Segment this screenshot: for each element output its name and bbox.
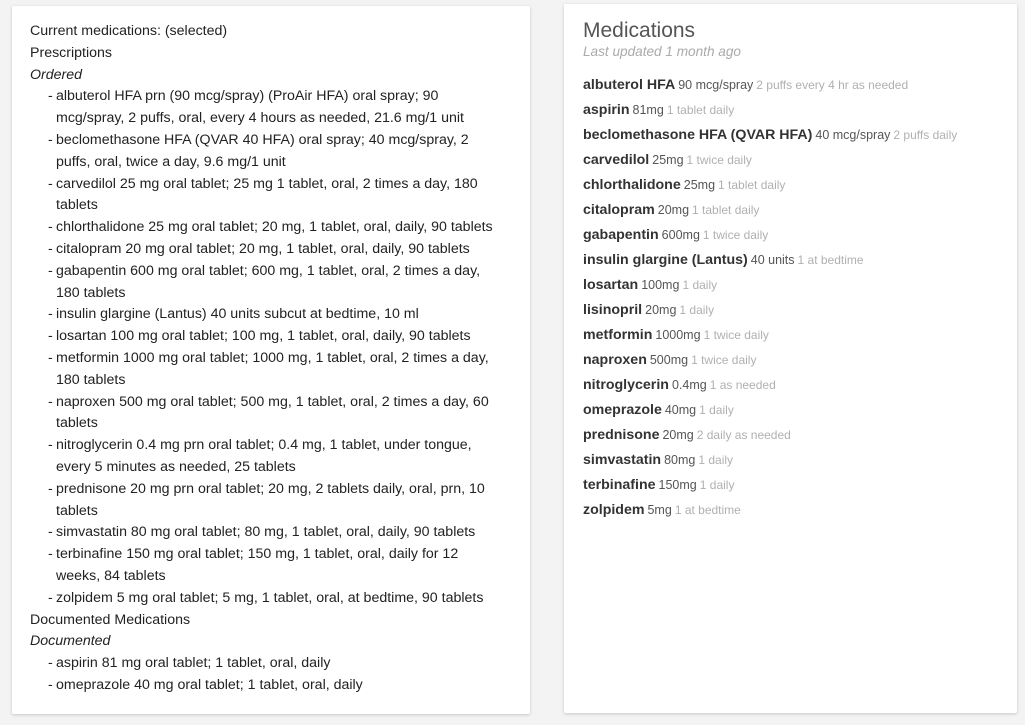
medication-summary-row[interactable] [583,472,998,497]
prescriptions-panel [12,6,530,714]
ordered-medication-list [30,86,512,609]
list-bullet: - [48,131,53,148]
medication-order-text: omeprazole 40 mg oral tablet; 1 tablet, oral, daily [56,676,363,693]
medication-list-item[interactable] [49,348,512,392]
medication-name: omeprazole [583,402,662,418]
medication-sig: 1 at bedtime [674,503,741,517]
medication-sig: 1 tablet daily [666,103,735,117]
medication-summary-row[interactable] [583,397,998,422]
medication-list-item[interactable] [49,392,512,436]
medication-name: beclomethasone HFA (QVAR HFA) [583,127,813,143]
medication-summary-row[interactable] [583,147,998,172]
medication-summary-row[interactable] [583,422,998,447]
list-bullet: - [48,676,53,693]
medication-dose: 100mg [641,278,680,292]
medication-name: carvedilol [583,152,650,168]
medication-dose: 40 mcg/spray [815,128,891,142]
medication-name: metformin [583,327,653,343]
medication-dose: 25mg [652,153,684,167]
medication-summary-row[interactable] [583,497,998,522]
medication-sig: 1 at bedtime [797,253,864,267]
list-bullet: - [48,437,53,454]
medication-dose: 0.4mg [671,378,707,392]
list-bullet: - [48,262,53,279]
medication-name: chlorthalidone [583,177,681,193]
medication-dose: 150mg [658,478,697,492]
ordered-subheading: Ordered [30,66,83,83]
medication-sig: 2 puffs daily [893,128,958,142]
medication-order-text: albuterol HFA prn (90 mcg/spray) (ProAir HFA) oral spray; 90 mcg/spray, 2 puffs, oral, every 4 hours as needed, 21.6 mg/1 unit [56,88,464,127]
medication-name: lisinopril [583,302,643,318]
list-bullet: - [48,175,53,192]
medication-name: prednisone [583,427,660,443]
medication-order-text: chlorthalidone 25 mg oral tablet; 20 mg, 1 tablet, oral, daily, 90 tablets [56,219,493,236]
medication-order-text: nitroglycerin 0.4 mg prn oral tablet; 0.4 mg, 1 tablet, under tongue, every 5 minutes as needed, 25 tablets [56,437,472,475]
medication-sig: 1 twice daily [686,153,752,167]
medication-summary-row[interactable] [583,447,998,472]
medication-summary-row[interactable] [583,172,998,197]
medication-summary-row[interactable] [583,372,998,397]
medication-list-item[interactable] [49,174,512,218]
prescriptions-heading: Prescriptions [30,44,113,61]
medication-order-text: carvedilol 25 mg oral tablet; 25 mg 1 tablet, oral, 2 times a day, 180 tablets [56,175,478,214]
medication-list-item[interactable] [49,217,512,239]
current-medications-label[interactable]: Current medications: (selected) [30,23,228,39]
medication-list-item[interactable] [49,261,512,305]
medication-order-text: insulin glargine (Lantus) 40 units subcut at bedtime, 10 ml [56,306,419,323]
medication-sig: 1 tablet daily [692,203,760,217]
medication-order-text: gabapentin 600 mg oral tablet; 600 mg, 1 tablet, oral, 2 times a day, 180 tablets [56,262,481,301]
medication-list-item[interactable] [49,239,512,261]
medication-summary-row[interactable] [583,197,998,222]
medication-sig: 1 twice daily [691,353,757,367]
medications-card-title: Medications [583,19,696,42]
medication-summary-row[interactable] [583,97,998,122]
medication-list-item[interactable] [49,304,512,326]
medication-summary-list [583,72,998,522]
medication-order-text: losartan 100 mg oral tablet; 100 mg, 1 tablet, oral, daily, 90 tablets [56,328,471,345]
documented-medications-heading: Documented Medications [30,611,191,628]
medication-list-item[interactable] [49,130,512,174]
medication-order-text: prednisone 20 mg prn oral tablet; 20 mg, 2 tablets daily, oral, prn, 10 tablets [56,480,485,519]
list-bullet: - [48,306,53,323]
medication-list-item[interactable] [49,588,512,610]
medication-dose: 40 units [750,253,795,267]
list-bullet: - [48,655,53,672]
list-bullet: - [48,546,53,563]
medication-summary-row[interactable] [583,122,998,147]
medication-sig: 1 tablet daily [718,178,786,192]
list-bullet: - [48,88,53,105]
medication-list-item[interactable] [49,86,512,130]
medication-order-text: aspirin 81 mg oral tablet; 1 tablet, oral, daily [56,655,331,672]
medication-sig: 1 twice daily [703,328,769,342]
medication-summary-row[interactable] [583,272,998,297]
medication-summary-row[interactable] [583,247,998,272]
medication-list-item[interactable] [49,675,512,697]
medication-summary-row[interactable] [583,347,998,372]
list-bullet: - [48,219,53,236]
medication-dose: 20mg [657,203,690,217]
medication-sig: 1 daily [699,403,734,417]
medication-dose: 20mg [645,303,677,317]
list-bullet: - [48,349,53,366]
medication-dose: 20mg [662,428,694,442]
medication-dose: 80mg [664,453,696,467]
list-bullet: - [48,393,53,410]
documented-subheading: Documented [30,633,111,650]
medication-order-text: simvastatin 80 mg oral tablet; 80 mg, 1 tablet, oral, daily, 90 tablets [56,524,476,541]
list-bullet: - [48,480,53,497]
medication-order-text: terbinafine 150 mg oral tablet; 150 mg, 1 tablet, oral, daily for 12 weeks, 84 tablets [56,546,459,584]
medication-sig: 1 as needed [709,378,776,392]
medication-list-item[interactable] [49,435,512,479]
medication-list-item[interactable] [49,479,512,523]
medication-name: naproxen [583,352,647,368]
medication-name: citalopram [583,202,655,218]
medication-name: insulin glargine (Lantus) [583,252,748,268]
medication-list-item[interactable] [49,326,512,348]
medication-sig: 1 daily [682,278,718,292]
medication-sig: 2 puffs every 4 hr as needed [756,78,909,92]
medication-name: albuterol HFA [583,77,676,93]
medication-sig: 1 daily [679,303,715,317]
medication-name: zolpidem [583,502,645,518]
list-bullet: - [48,524,53,541]
medication-order-text: metformin 1000 mg oral tablet; 1000 mg, 1 tablet, oral, 2 times a day, 180 tablets [56,349,489,388]
medication-name: gabapentin [583,227,659,243]
medication-summary-row[interactable] [583,322,998,347]
medication-sig: 2 daily as needed [696,428,791,442]
medication-list-item[interactable] [49,653,512,675]
medication-order-text: beclomethasone HFA (QVAR 40 HFA) oral spray; 40 mcg/spray, 2 puffs, oral, twice a day, 9.6 mg/1 unit [56,131,469,170]
last-updated-label: Last updated 1 month ago [583,44,741,59]
medication-dose: 5mg [647,503,672,517]
medications-card [564,4,1017,713]
medication-name: aspirin [583,102,630,118]
medication-sig: 1 twice daily [702,228,769,242]
list-bullet: - [48,328,53,345]
medication-order-text: naproxen 500 mg oral tablet; 500 mg, 1 tablet, oral, 2 times a day, 60 tablets [56,393,489,432]
medication-sig: 1 daily [699,478,735,492]
medication-name: terbinafine [583,477,656,493]
medication-summary-row[interactable] [583,222,998,247]
medication-list-item[interactable] [49,522,512,544]
medication-dose: 40mg [664,403,697,417]
list-bullet: - [48,240,53,257]
medication-name: losartan [583,277,639,293]
medication-sig: 1 daily [698,453,734,467]
medication-name: simvastatin [583,452,662,468]
medication-name: nitroglycerin [583,377,669,393]
medication-order-text: citalopram 20 mg oral tablet; 20 mg, 1 tablet, oral, daily, 90 tablets [56,240,470,257]
medication-order-text: zolpidem 5 mg oral tablet; 5 mg, 1 tablet, oral, at bedtime, 90 tablets [56,589,484,606]
list-bullet: - [48,589,53,606]
medication-summary-row[interactable] [583,297,998,322]
medication-summary-row[interactable] [583,72,998,97]
medication-dose: 90 mcg/spray [678,78,754,92]
medication-dose: 500mg [649,353,689,367]
medication-dose: 600mg [661,228,700,242]
medication-dose: 25mg [683,178,716,192]
medication-list-item[interactable] [49,544,512,588]
medication-dose: 1000mg [655,328,701,342]
medication-dose: 81mg [632,103,664,117]
documented-medication-list [30,653,512,697]
